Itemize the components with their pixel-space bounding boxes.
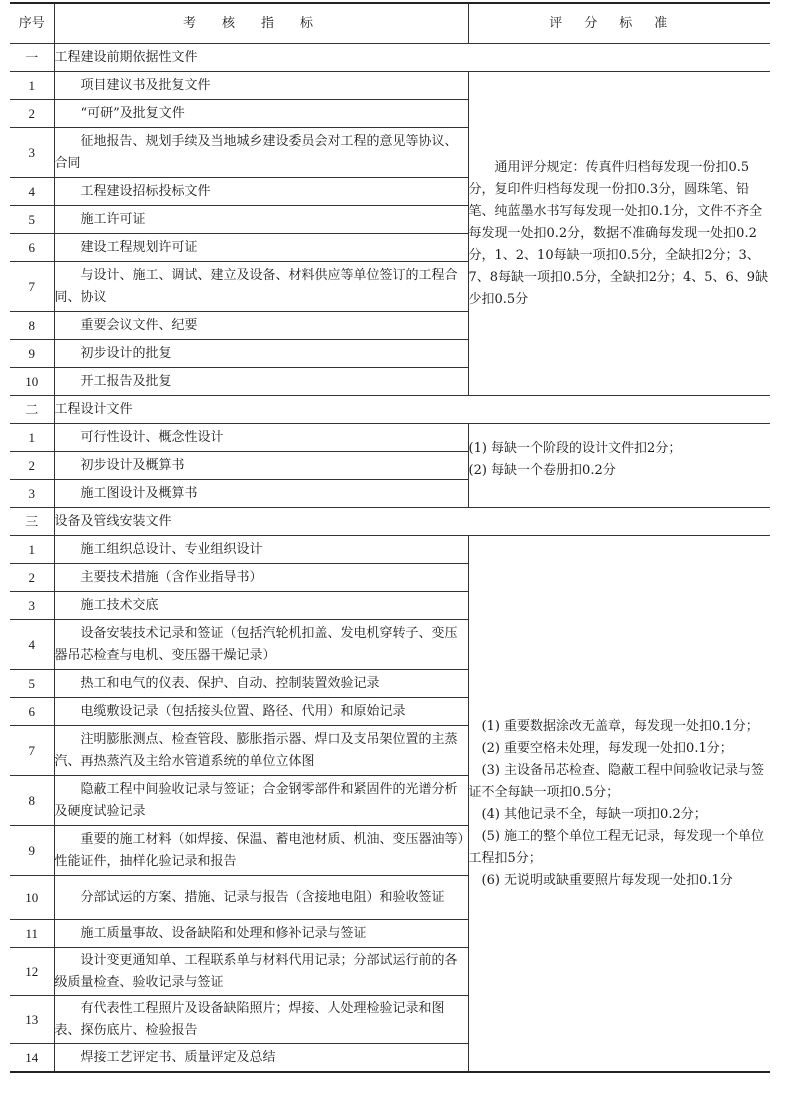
section-title: 工程设计文件 xyxy=(54,396,770,424)
section-row xyxy=(10,396,770,424)
row-number: 9 xyxy=(10,340,54,368)
row-indicator: 重要会议文件、纪要 xyxy=(54,312,468,340)
row-indicator: 主要技术措施（含作业指导书） xyxy=(54,564,468,592)
row-indicator: 施工组织总设计、专业组织设计 xyxy=(54,536,468,564)
scoring-rule: (1) 重要数据涂改无盖章，每发现一处扣0.1分； xyxy=(481,718,759,734)
table-row xyxy=(10,424,770,452)
row-number: 1 xyxy=(10,72,54,100)
scoring-rule: (4) 其他记录不全，每缺一项扣0.2分； xyxy=(481,806,707,822)
section-row xyxy=(10,508,770,536)
row-indicator: 施工质量事故、设备缺陷和处理和修补记录与签证 xyxy=(54,920,468,948)
row-number: 3 xyxy=(10,480,54,508)
row-indicator: 工程建设招标投标文件 xyxy=(54,178,468,206)
row-number: 3 xyxy=(10,592,54,620)
row-indicator: “可研”及批复文件 xyxy=(54,100,468,128)
row-indicator: 设计变更通知单、工程联系单与材料代用记录；分部试运行前的各级质量检查、验收记录与签证 xyxy=(54,948,468,996)
row-indicator: 热工和电气的仪表、保护、自动、控制装置效验记录 xyxy=(54,670,468,698)
row-indicator: 建设工程规划许可证 xyxy=(54,234,468,262)
row-number: 2 xyxy=(10,452,54,480)
row-number: 5 xyxy=(10,670,54,698)
section-title: 工程建设前期依据性文件 xyxy=(54,44,770,72)
header-indicator xyxy=(54,3,468,44)
row-indicator: 初步设计的批复 xyxy=(54,340,468,368)
row-number: 1 xyxy=(10,536,54,564)
row-indicator: 施工技术交底 xyxy=(54,592,468,620)
row-number: 8 xyxy=(10,776,54,826)
row-indicator: 项目建议书及批复文件 xyxy=(54,72,468,100)
row-indicator: 开工报告及批复 xyxy=(54,368,468,396)
row-indicator: 注明膨胀测点、检查管段、膨胀指示器、焊口及支吊架位置的主蒸汽、再热蒸汽及主给水管道系统的单位立体图 xyxy=(54,726,468,776)
scoring-rule: (3) 主设备吊芯检查、隐蔽工程中间验收记录与签证不全每缺一项扣0.5分； xyxy=(468,762,765,800)
scoring-rule: (6) 无说明或缺重要照片每发现一处扣0.1分 xyxy=(481,872,733,888)
row-number: 5 xyxy=(10,206,54,234)
row-indicator: 可行性设计、概念性设计 xyxy=(54,424,468,452)
header-standard-label: 评分标准 xyxy=(549,15,690,31)
row-indicator: 电缆敷设记录（包括接头位置、路径、代用）和原始记录 xyxy=(54,698,468,726)
row-number: 2 xyxy=(10,564,54,592)
row-number: 4 xyxy=(10,620,54,670)
row-number: 3 xyxy=(10,128,54,178)
row-indicator: 有代表性工程照片及设备缺陷照片；焊接、人处理检验记录和图表、探伤底片、检验报告 xyxy=(54,996,468,1044)
section-number: 三 xyxy=(10,508,54,536)
section-row xyxy=(10,44,770,72)
table-row xyxy=(10,72,770,100)
scoring-rule: (5) 施工的整个单位工程无记录，每发现一个单位工程扣5分； xyxy=(468,828,765,866)
row-number: 7 xyxy=(10,726,54,776)
scoring-rule: 通用评分规定：传真件归档每发现一份扣0.5分，复印件归档每发现一份扣0.3分，圆珠笔、铅笔、纯蓝墨水书写每发现一处扣0.1分，文件不齐全每发现一处扣0.2分，数据不准确每发现一处扣0.2分，1、2、10每缺一项扣0.5分，全缺扣2分；3、7、8每缺一项扣0.5分，全缺扣2分；4、5、6、9缺少扣0.5分 xyxy=(468,159,769,307)
row-indicator: 施工许可证 xyxy=(54,206,468,234)
section-number: 二 xyxy=(10,396,54,424)
row-indicator: 重要的施工材料（如焊接、保温、蓄电池材质、机油、变压器油等）性能证件，抽样化验记录和报告 xyxy=(54,826,468,876)
scoring-standard-general xyxy=(468,72,770,396)
row-number: 4 xyxy=(10,178,54,206)
row-number: 6 xyxy=(10,698,54,726)
scoring-rule: (2) 重要空格未处理，每发现一处扣0.1分； xyxy=(481,740,733,756)
scoring-standard-installation xyxy=(468,536,770,1073)
header-standard xyxy=(468,3,770,44)
scoring-rule: (1) 每缺一个阶段的设计文件扣2分； xyxy=(468,440,682,456)
row-number: 12 xyxy=(10,948,54,996)
assessment-table xyxy=(10,2,770,1073)
row-number: 7 xyxy=(10,262,54,312)
row-number: 8 xyxy=(10,312,54,340)
row-number: 14 xyxy=(10,1044,54,1073)
row-indicator: 施工图设计及概算书 xyxy=(54,480,468,508)
row-number: 11 xyxy=(10,920,54,948)
row-number: 10 xyxy=(10,368,54,396)
row-number: 6 xyxy=(10,234,54,262)
row-number: 10 xyxy=(10,876,54,920)
row-indicator: 分部试运的方案、措施、记录与报告（含接地电阻）和验收签证 xyxy=(54,876,468,920)
scoring-rule: (2) 每缺一个卷册扣0.2分 xyxy=(468,462,616,478)
scoring-standard-design xyxy=(468,424,770,508)
header-indicator-label: 考核指标 xyxy=(182,15,339,31)
row-indicator: 隐蔽工程中间验收记录与签证；合金钢零部件和紧固件的光谱分析及硬度试验记录 xyxy=(54,776,468,826)
row-number: 2 xyxy=(10,100,54,128)
table-header-row xyxy=(10,3,770,44)
row-indicator: 与设计、施工、调试、建立及设备、材料供应等单位签订的工程合同、协议 xyxy=(54,262,468,312)
row-indicator: 征地报告、规划手续及当地城乡建设委员会对工程的意见等协议、合同 xyxy=(54,128,468,178)
row-number: 1 xyxy=(10,424,54,452)
row-indicator: 焊接工艺评定书、质量评定及总结 xyxy=(54,1044,468,1073)
table-row xyxy=(10,536,770,564)
header-no: 序号 xyxy=(10,3,54,44)
section-number: 一 xyxy=(10,44,54,72)
section-title: 设备及管线安装文件 xyxy=(54,508,770,536)
row-number: 9 xyxy=(10,826,54,876)
row-indicator: 设备安装技术记录和签证（包括汽轮机扣盖、发电机穿转子、变压器吊芯检查与电机、变压器干燥记录） xyxy=(54,620,468,670)
row-number: 13 xyxy=(10,996,54,1044)
row-indicator: 初步设计及概算书 xyxy=(54,452,468,480)
